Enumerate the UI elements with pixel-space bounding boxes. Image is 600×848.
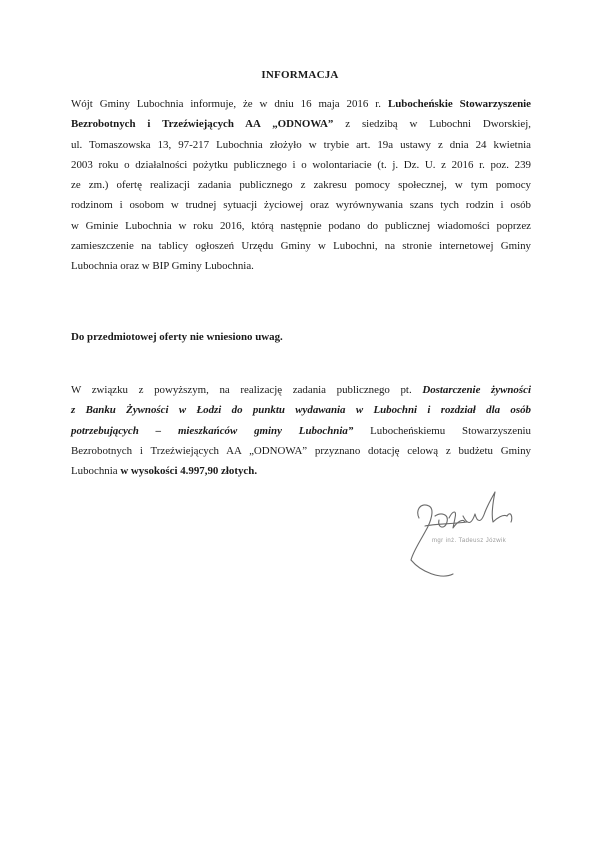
organization-name: Bezrobotnych i Trzeźwiejących AA „ODNOWA” [71, 118, 334, 131]
paragraph-line: rodzinom i osobom w trudnej sytuacji życiowej oraz wyrównywania szans tych rodzin i osób [71, 199, 531, 212]
document-title: INFORMACJA [261, 69, 339, 81]
paragraph-line: w Gminie Lubochnia w roku 2016, którą następnie podano do publicznej wiadomości poprzez [71, 219, 531, 232]
signature-stamp-name: mgr inż. Tadeusz Józwik [432, 538, 507, 544]
paragraph-line: zamieszczenie na tablicy ogłoszeń Urzędu Gminy w Lubochni, na stronie internetowej Gminy [71, 240, 531, 253]
address-text: z siedzibą w Lubochni Dworskiej, [345, 118, 531, 131]
organization-name: Lubocheńskie Stowarzyszenie [387, 98, 531, 110]
paragraph-line: ul. Tomaszowska 13, 97-217 Lubochnia złożyło w trybie art. 19a ustawy z dnia 24 kwietnia [71, 138, 531, 151]
paragraph-line: Lubochnia oraz w BIP Gminy Lubochnia. [71, 260, 254, 273]
paragraph-line [71, 94, 531, 114]
paragraph-line [71, 421, 531, 441]
paragraph-line: Bezrobotnych i Trzeźwiejących AA „ODNOWA” przyznano dotację celową z budżetu Gminy [71, 444, 531, 457]
paragraph-line: Do przedmiotowej oferty nie wniesiono uwag. [71, 331, 283, 343]
paragraph-line: 2003 roku o działalności pożytku publicznego i o wolontariacie (t. j. Dz. U. z 2016 r. poz. 239 [71, 158, 531, 171]
paragraph-line: ze zm.) ofertę realizacji zadania publicznego z zakresu pomocy społecznej, w tym pomocy [71, 179, 531, 192]
task-title: potrzebujących – mieszkańców gminy Lubochnia” [71, 424, 354, 437]
handwritten-signature [395, 488, 535, 583]
paragraph-line [71, 400, 531, 420]
gmina-text: Lubochnia [71, 465, 118, 478]
task-title: Dostarczenie żywności [422, 384, 531, 396]
paragraph-line [71, 114, 531, 134]
grant-intro: W związku z powyższym, na realizację zadania publicznego pt. [71, 384, 412, 396]
task-title: z Banku Żywności w Łodzi do punktu wydawania w Lubochni i rozdział dla osób [71, 404, 531, 417]
intro-text: Wójt Gminy Lubochnia informuje, że w dniu 16 maja 2016 r. [71, 98, 381, 110]
recipient-text: Lubocheńskiemu Stowarzyszeniu [370, 424, 531, 437]
paragraph-grant [71, 380, 531, 481]
paragraph-line [71, 461, 531, 481]
paragraph-line [71, 380, 531, 400]
grant-amount: w wysokości 4.997,90 złotych. [120, 465, 258, 478]
paragraph-announcement [71, 94, 531, 277]
paragraph-no-remarks [71, 327, 531, 347]
